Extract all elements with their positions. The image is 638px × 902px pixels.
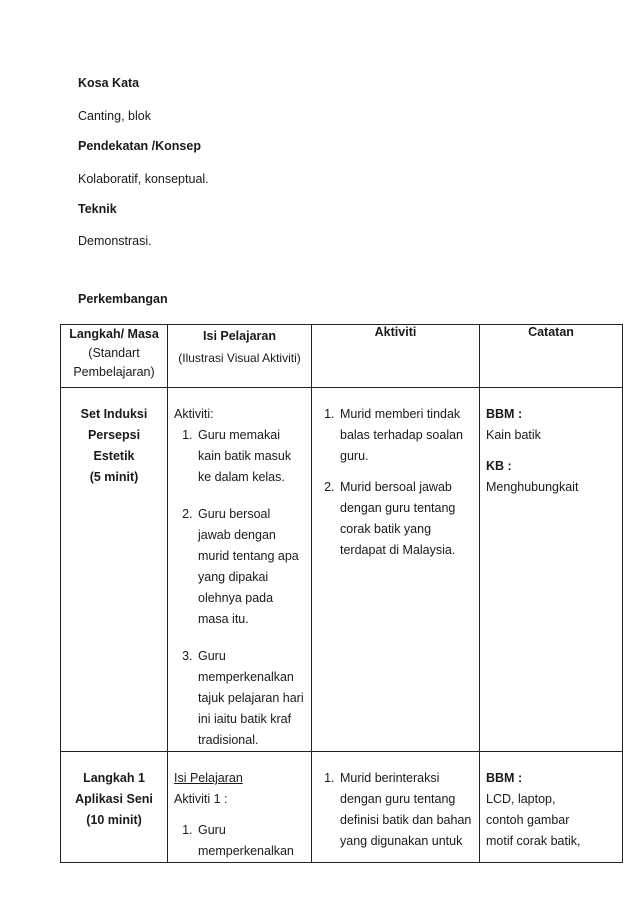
list-item: 3. Guru memperkenalkan tajuk pelajaran hari ini iaitu batik kraf tradisional.	[196, 646, 305, 751]
header-aktiviti: Aktiviti	[312, 325, 480, 388]
cell-isi-pelajaran: Isi Pelajaran Aktiviti 1 : 1. Guru memperkenalkan	[168, 752, 312, 863]
list-item: 1. Murid berinteraksi dengan guru tentang definisi batik dan bahan yang digunakan untuk	[338, 768, 473, 852]
lesson-plan-table	[60, 324, 623, 863]
heading-kosa-kata: Kosa Kata	[78, 76, 140, 90]
cell-langkah: Langkah 1 Aplikasi Seni (10 minit)	[61, 752, 168, 863]
cell-langkah: Set Induksi Persepsi Estetik (5 minit)	[61, 388, 168, 752]
cell-isi-pelajaran: Aktiviti: 1. Guru memakai kain batik masuk ke dalam kelas. 2. Guru bersoal jawab dengan murid tentang apa yang dipakai olehnya pada masa itu. 3. Guru memperkenalkan tajuk pelajaran hari ini iaitu batik kraf tradisional.	[168, 388, 312, 752]
list-item: 1. Murid memberi tindak balas terhadap soalan guru.	[338, 404, 473, 467]
list-item: 2. Guru bersoal jawab dengan murid tentang apa yang dipakai olehnya pada masa itu.	[196, 504, 305, 630]
text-pendekatan: Kolaboratif, konseptual.	[78, 172, 209, 186]
table-row	[61, 752, 623, 863]
list-item: 1. Guru memperkenalkan	[196, 820, 305, 862]
list-item: 2. Murid bersoal jawab dengan guru tentang corak batik yang terdapat di Malaysia.	[338, 477, 473, 561]
table-header-row	[61, 325, 623, 388]
heading-pendekatan: Pendekatan /Konsep	[78, 139, 201, 153]
heading-perkembangan: Perkembangan	[78, 292, 168, 306]
text-teknik: Demonstrasi.	[78, 234, 152, 248]
cell-aktiviti	[312, 752, 480, 863]
header-catatan: Catatan	[480, 325, 623, 388]
cell-catatan: BBM : Kain batik KB : Menghubungkait	[480, 388, 623, 752]
table-row	[61, 388, 623, 752]
header-langkah: Langkah/ Masa (Standart Pembelajaran)	[61, 325, 168, 388]
cell-aktiviti	[312, 388, 480, 752]
heading-teknik: Teknik	[78, 202, 117, 216]
header-isi-pelajaran: Isi Pelajaran (Ilustrasi Visual Aktiviti)	[168, 325, 312, 388]
text-kosa-kata: Canting, blok	[78, 109, 151, 123]
list-item: 1. Guru memakai kain batik masuk ke dalam kelas.	[196, 425, 305, 488]
cell-catatan: BBM : LCD, laptop, contoh gambar motif corak batik,	[480, 752, 623, 863]
